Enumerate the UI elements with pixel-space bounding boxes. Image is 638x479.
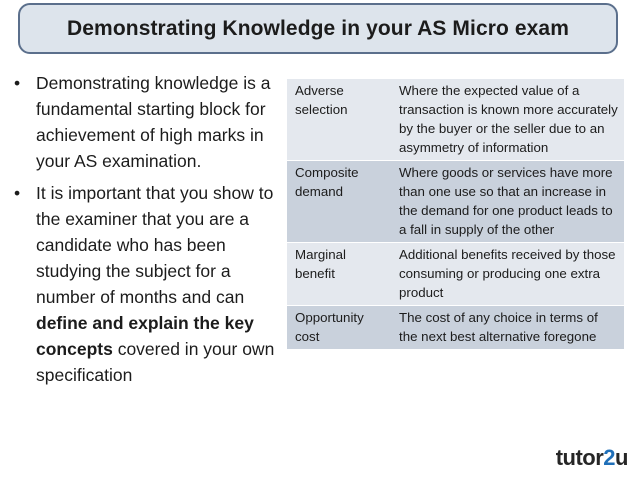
tutor2u-logo: tutor2u: [555, 445, 628, 470]
bullet-text-emphasis: define and explain the key concepts: [36, 313, 254, 359]
table-row: [287, 161, 624, 243]
term-cell: Adverse selection: [287, 79, 391, 161]
slide-title: Demonstrating Knowledge in your AS Micro exam: [67, 16, 569, 40]
table-row: [287, 79, 624, 161]
table-row: [287, 306, 624, 350]
bullet-text-start: It is important that you show to the examiner that you are a candidate who has been studying the subject for a number of months and can: [36, 183, 274, 307]
term-cell: Composite demand: [287, 161, 391, 243]
bullet-item: [14, 180, 284, 388]
definition-cell: The cost of any choice in terms of the next best alternative foregone: [391, 306, 624, 350]
bullet-text: Demonstrating knowledge is a fundamental starting block for achievement of high marks in your AS examination.: [36, 73, 271, 171]
table-row: [287, 243, 624, 306]
bullet-list: [14, 70, 284, 394]
definitions-table: [287, 79, 624, 349]
bullet-text-end: covered in your own specification: [36, 339, 275, 385]
definition-cell: Where goods or services have more than one use so that an increase in the demand for one product leads to a fall in supply of the other: [391, 161, 624, 243]
definition-cell: Where the expected value of a transaction is known more accurately by the buyer or the seller due to an asymmetry of information: [391, 79, 624, 161]
definition-cell: Additional benefits received by those consuming or producing one extra product: [391, 243, 624, 306]
term-cell: Marginal benefit: [287, 243, 391, 306]
term-cell: Opportunity cost: [287, 306, 391, 350]
bullet-dot: •: [14, 183, 21, 203]
bullet-dot: •: [14, 73, 21, 93]
title-banner: [18, 3, 618, 54]
bullet-item: [14, 70, 284, 174]
